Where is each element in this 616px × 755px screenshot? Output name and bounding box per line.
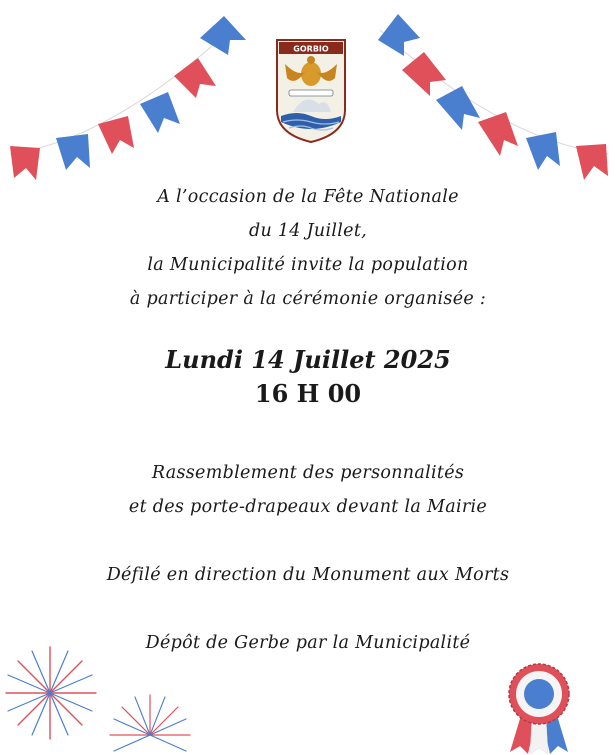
program-gathering-line2: et des porte-drapeaux devant la Mairie bbox=[128, 497, 488, 517]
svg-text:GORBIO: GORBIO bbox=[293, 44, 329, 54]
invitation-line: du 14 Juillet, bbox=[248, 221, 368, 241]
gorbio-crest-logo bbox=[275, 38, 347, 144]
tricolor-rosette bbox=[502, 662, 576, 755]
invitation-line: la Municipalité invite la population bbox=[147, 255, 469, 275]
firework-burst bbox=[110, 695, 190, 735]
fireworks-decoration bbox=[0, 635, 230, 755]
bunting-flag bbox=[200, 16, 246, 55]
program-wreath: Dépôt de Gerbe par la Municipalité bbox=[145, 633, 471, 653]
program-gathering-line1: Rassemblement des personnalités bbox=[151, 463, 465, 483]
bunting-flag bbox=[478, 112, 518, 156]
event-time: 16 H 00 bbox=[254, 379, 362, 408]
bunting-flag bbox=[402, 52, 446, 96]
bunting-flag bbox=[140, 92, 180, 133]
invitation-line: A l’occasion de la Fête Nationale bbox=[157, 187, 459, 207]
bunting-flag bbox=[576, 144, 608, 180]
event-date: Lundi 14 Juillet 2025 bbox=[165, 345, 451, 374]
program-parade: Défilé en direction du Monument aux Morts bbox=[106, 565, 510, 585]
bunting-flag bbox=[378, 14, 420, 56]
invitation-line: à participer à la cérémonie organisée : bbox=[129, 289, 487, 309]
event-datetime bbox=[0, 343, 616, 411]
bunting-flag bbox=[436, 86, 480, 130]
bunting-flag bbox=[174, 58, 216, 98]
invitation-text bbox=[0, 180, 616, 316]
program-text bbox=[0, 456, 616, 660]
bunting-flag bbox=[526, 132, 560, 170]
bunting-flag bbox=[10, 146, 40, 180]
bunting-flag bbox=[98, 116, 134, 154]
bunting-flag bbox=[56, 134, 90, 170]
